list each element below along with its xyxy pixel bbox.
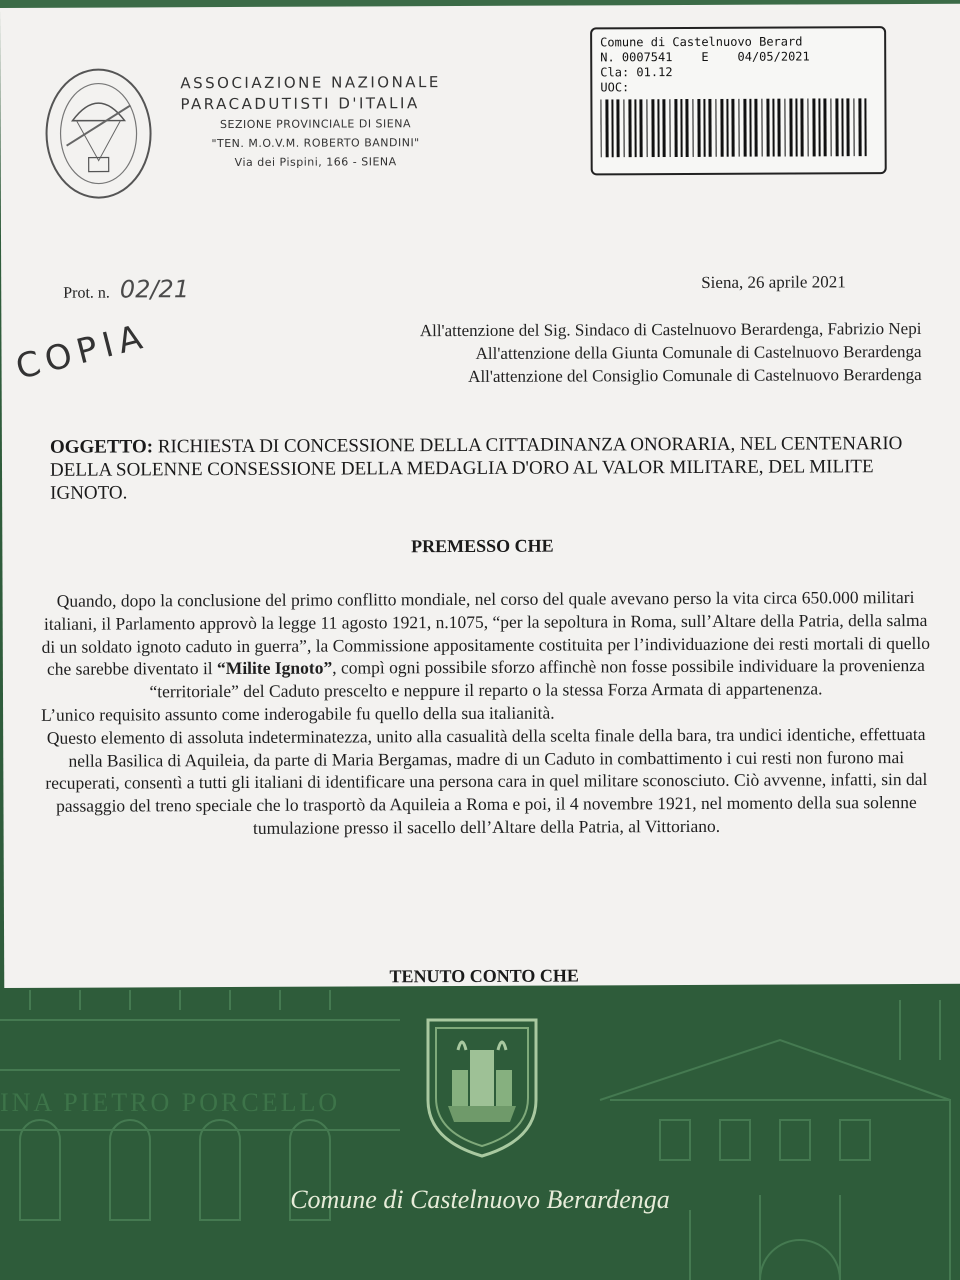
stamp-line-4: UOC: <box>600 80 630 95</box>
protocol-stamp <box>590 26 887 175</box>
paragraph-3: Questo elemento di assoluta indeterminatezza, unito alla casualità della scelta finale della bara, tra undici identiche, effettuata nella Basilica di Aquileia, da parte di Maria Bergamas, madre di un Caduto in combattimento i cui resti non furono mai recuperati, consentì a tutti gli italiani di identificare una persona cara in quel militare sconosciuto. Ciò avvenne, infatti, sin dal passaggio del treno speciale che lo trasportò da Aquileia a Roma e poi, il 4 novembre 1921, nel momento della sua solenne tumulazione presso il sacello dell’Altare della Patria, al Vittoriano. <box>45 723 928 838</box>
stamp-line-1: Comune di Castelnuovo Berard <box>600 34 803 50</box>
paragraph-1-end: , compì ogni possibile sforzo affinchè non fosse possibile individuare la provenienza “territoriale” del Caduto prescelto e neppure il reparto o la stessa Forza Armata di appartenenza. <box>149 655 925 702</box>
stamp-line-3: Cla: 01.12 <box>600 65 673 80</box>
barcode <box>600 98 870 157</box>
protocol-number <box>63 275 189 304</box>
association-section: SEZIONE PROVINCIALE DI SIENA <box>219 117 412 132</box>
paragraph-1 <box>41 586 931 704</box>
association-dedication: "TEN. M.O.V.M. ROBERTO BANDINI" <box>211 136 420 151</box>
municipal-folder <box>0 980 960 1280</box>
association-address: Via dei Pispini, 166 - SIENA <box>234 155 397 169</box>
municipality-title: Comune di Castelnuovo Berardenga <box>290 1185 670 1214</box>
association-name-line-2: PARACADUTISTI D'ITALIA <box>180 94 420 114</box>
section-heading-tenuto: TENUTO CONTO CHE <box>389 965 579 987</box>
stamp-line-2: N. 0007541 E 04/05/2021 <box>600 49 810 65</box>
letter-date: Siena, 26 aprile 2021 <box>701 272 846 292</box>
copy-stamp: COPIA <box>11 316 152 388</box>
paratroopers-seal <box>42 65 155 201</box>
letter-sheet <box>0 4 960 988</box>
protocol-label: Prot. n. <box>63 284 110 302</box>
subject-label: OGGETTO: <box>49 436 154 458</box>
paragraph-1-start: Quando, dopo la conclusione del primo conflitto mondiale, nel corso del quale avevano perso la vita circa 650.000 militari italiani, il Parlamento approvò la legge 11 agosto 1921, n.1075, “per la sepoltura in Roma, sull’Altare della Patria, della salma di un soldato ignoto caduto in guerra”, la Commissione appositamente costituita per l’individuazione dei resti mortali di quello che sarebbe diventato il <box>41 587 931 680</box>
paragraph-2: L’unico requisito assunto come inderogabile fu quello della sua italianità. <box>41 702 555 725</box>
section-heading-premesso: PREMESSO CHE <box>411 535 554 557</box>
wall-inscription: INA PIETRO PORCELLO <box>0 1088 341 1117</box>
recipient-giunta: All'attenzione della Giunta Comunale di Castelnuovo Berardenga <box>475 341 922 363</box>
subject-text: RICHIESTA DI CONCESSIONE DELLA CITTADINANZA ONORARIA, NEL CENTENARIO DELLA SOLENNE CONSESSIONE DELLA MEDAGLIA D'ORO AL VALOR MILITARE, DEL MILITE IGNOTO. <box>49 433 903 504</box>
castelnuovo-coat-of-arms <box>418 1010 546 1160</box>
recipients-block <box>420 317 922 388</box>
milite-ignoto-emphasis: “Milite Ignoto” <box>216 657 333 679</box>
association-name-line-1: ASSOCIAZIONE NAZIONALE <box>180 73 441 93</box>
association-letterhead <box>180 72 490 172</box>
recipient-mayor: All'attenzione del Sig. Sindaco di Castelnuovo Berardenga, Fabrizio Nepi <box>419 318 922 341</box>
body-text <box>41 586 932 841</box>
protocol-handwritten-number: 02/21 <box>119 275 190 304</box>
recipient-council: All'attenzione del Consiglio Comunale di Castelnuovo Berardenga <box>468 364 922 386</box>
subject-line <box>50 432 930 505</box>
